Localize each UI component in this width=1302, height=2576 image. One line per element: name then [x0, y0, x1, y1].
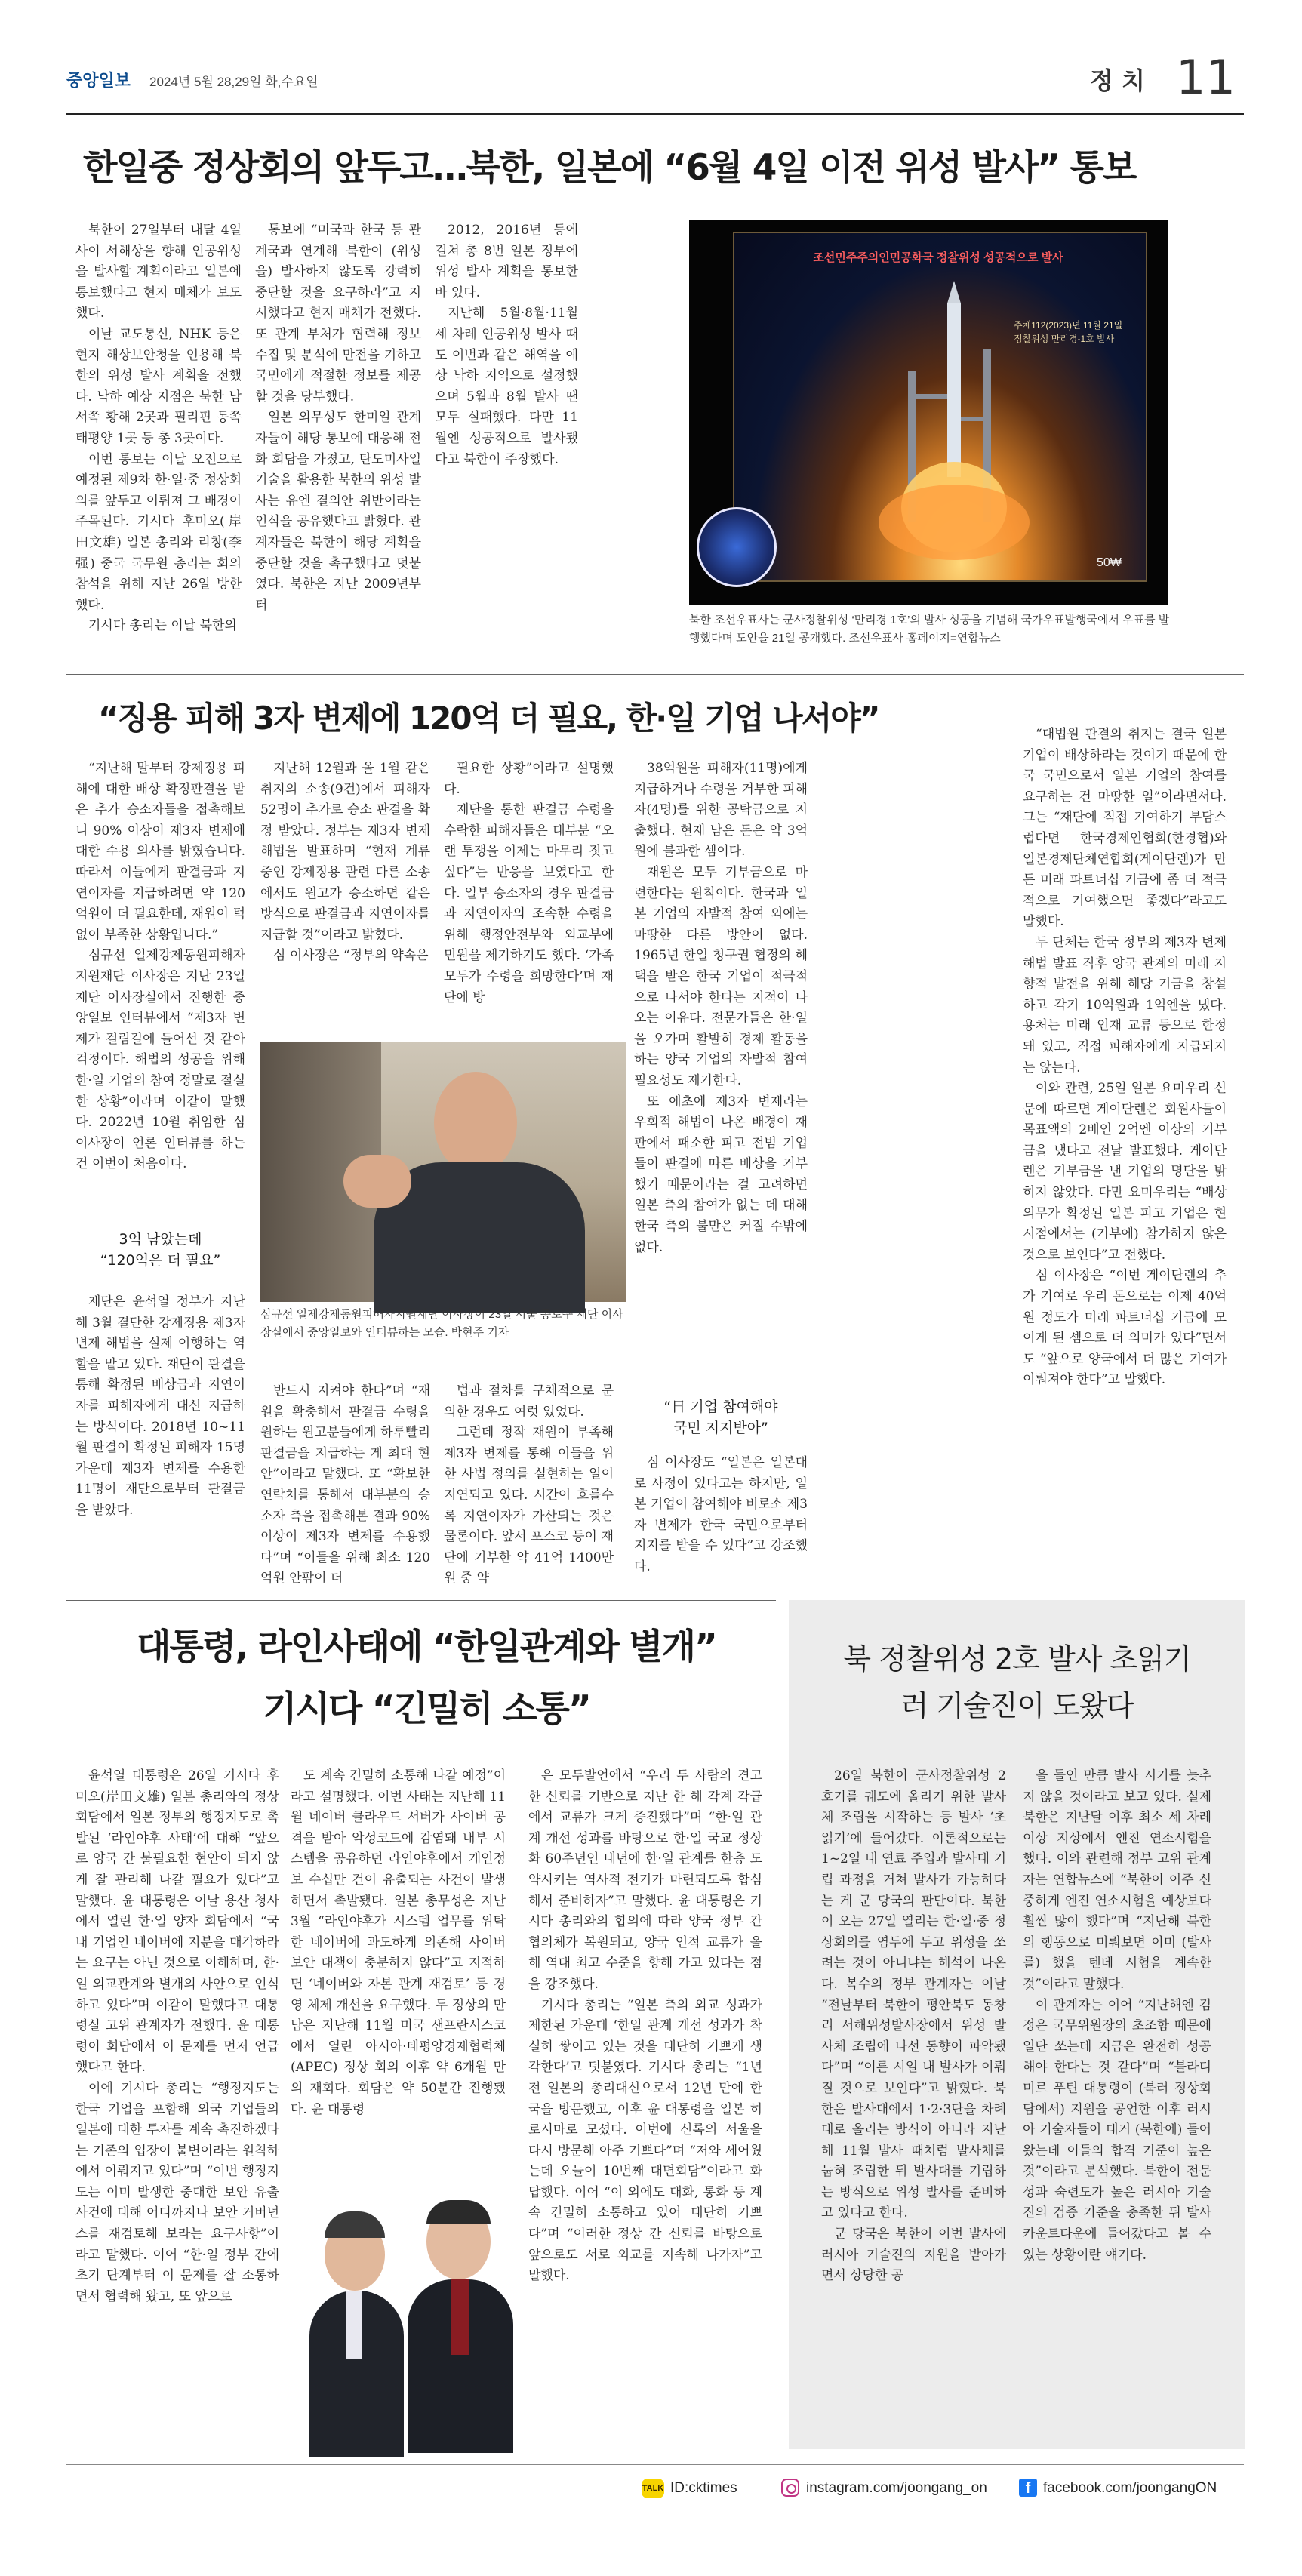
article3-col3: [528, 1766, 762, 2445]
paragraph: 통보에 “미국과 한국 등 관계국과 연계해 북한이 (위성을) 발사하지 않도록 강력히 중단할 것을 요구하라”고 지시했다고 현지 매체가 전했다. 또 관계 부처가 협력해 정보 수집 및 분석에 만전을 기하고 국민에게 적절한 정보를 제공할 것을 당부했다.: [255, 223, 421, 405]
article2-subhead2: “日 기업 참여해야 국민 지지받아”: [663, 1399, 778, 1436]
paragraph: 이와 관련, 25일 일본 요미우리 신문에 따르면 게이단렌은 회원사들이 목표액의 2배인 2억엔 이상의 기부금을 냈다고 전날 발표했다. 게이단렌은 기부금을 낸 기업의 명단을 밝히지 않았다. 다만 요미우리는 “배상 의무가 확정된 일본 피고 기업은 현시점에서는 (기부에) 참가하지 않은 것으로 보인다”고 전했다.: [1023, 1081, 1227, 1263]
facebook-link[interactable]: facebook.com/joongangON: [1043, 2480, 1217, 2496]
kakao-icon: TALK: [642, 2479, 664, 2498]
paragraph: 이에 기시다 총리는 “행정지도는 한국 기업을 포함해 외국 기업들의 일본에 대한 투자를 계속 촉진하겠다는 기존의 입장이 불변이라는 원칙하에서 이뤄지고 있다”며 “이번 행정지도는 이미 발생한 중대한 보안 유출 사건에 대해 어디까지나 보안 거버넌스를 재검토해 보라는 요구사항”이라고 말했다. 이어 “한·일 정부 간에 초기 단계부터 이 문제를 잘 소통하면서 협력해 왔고, 또 앞으로: [75, 2080, 279, 2304]
paragraph: 윤석열 대통령은 26일 기시다 후미오(岸田文雄) 일본 총리와의 정상회담에서 일본 정부의 행정지도로 촉발된 ‘라인야후 사태’에 대해 “앞으로 양국 간 불필요한 현안이 되지 않게 잘 관리해 나갈 필요가 있다”고 말했다. 윤 대통령은 이날 용산 청사에서 열린 한·일 양자 회담에서 “국내 기업인 네이버에 지분을 매각하라는 요구는 아닌 것으로 이해하며, 한·일 외교관계와 별개의 사안으로 인식하고 있다”며 이같이 말했다고 대통령실 고위 관계자가 전했다. 윤 대통령이 회담에서 이 문제를 먼저 언급했다고 한다.: [75, 1768, 279, 2076]
stamp-logo-icon: [697, 507, 777, 587]
paragraph: 이번 통보는 이날 오전으로 예정된 제9차 한·일·중 정상회의를 앞두고 이뤄져 그 배경이 주목된다. 기시다 후미오(岸田文雄) 일본 총리와 리창(李强) 중국 국무원 총리는 회의 참석을 위해 지난 26일 방한했다.: [75, 451, 242, 613]
paragraph: 군 당국은 북한이 이번 발사에 러시아 기술진의 지원을 받아가면서 상당한 공: [821, 2227, 1006, 2284]
paragraph: 이 관계자는 이어 “지난해엔 김정은 국무위원장의 초조함 때문에 일단 쏘는데 지금은 완전히 성공해야 한다는 것 같다”며 “블라디미르 푸틴 대통령이 (북러 정상회담에서) 지원을 공언한 이후 러시아 기술자들이 대거 (북한에) 들어왔는데 이들의 합격 기준이 높은 것”이라고 분석했다. 북한이 전문성과 숙련도가 높은 러시아 기술진의 검증 기준을 충족한 뒤 발사 카운트다운에 들어갔다고 볼 수 있는 상황이란 얘기다.: [1023, 1997, 1211, 2263]
article1-col1: [75, 220, 242, 639]
interview-photo-caption: 심규선 일제강제동원피해자지원재단 이사장이 23일 서울 종로구 재단 이사장실에서 중앙일보와 인터뷰하는 모습. 박현주 기자: [260, 1308, 623, 1339]
article2-col4b: [634, 1453, 808, 1577]
paper-name: 중앙일보: [66, 71, 131, 90]
paragraph: 반드시 지켜야 한다”며 “재원을 확충해서 판결금 수령을 원하는 원고분들에게 하루빨리 판결금을 지급하는 게 최대 현안”이라고 말했다. 또 “확보한 연락처를 통해서 대부분의 승소자 측을 접촉해본 결과 90% 이상이 제3자 변제를 수용했다”며 “이들을 위해 최소 120억원 안팎이 더: [260, 1383, 430, 1587]
section-rule: [66, 674, 1244, 675]
rocket-icon: [878, 281, 1029, 575]
stamp-value: 50₩: [1097, 556, 1122, 569]
section-rule: [66, 1600, 776, 1601]
stamp-side-text: 주체112(2023)년 11월 21일 정찰위성 만리경-1호 발사: [1014, 320, 1123, 344]
kakao-id[interactable]: ID:cktimes: [670, 2480, 737, 2496]
paragraph: 재단은 윤석열 정부가 지난해 3월 결단한 강제징용 제3자 변제 해법을 실제 이행하는 역할을 맡고 있다. 재단이 판결을 통해 확정된 배상금과 지연이자를 피해자에게 대신 지급하는 방식이다. 2018년 10~11월 판결이 확정된 피해자 15명 가운데 제3자 변제를 수용한 11명이 재단으로부터 판결금을 받았다.: [75, 1294, 245, 1518]
article1-col3: [435, 220, 578, 639]
article2-col2: [260, 759, 430, 1030]
footer-rule: [66, 2464, 1244, 2465]
article2-subhead1: 3억 남았는데 “120억은 더 필요”: [100, 1231, 221, 1269]
article3-headline-1: 대통령, 라인사태에 “한일관계와 별개”: [137, 1627, 716, 1668]
paragraph: 법과 절차를 구체적으로 문의한 경우도 여럿 있었다.: [444, 1383, 614, 1420]
paragraph: 기시다 총리는 “일본 측의 외교 성과가 제한된 가운데 ‘한일 관계 개선 성과가 착실히 쌓이고 있는 것을 대단히 기쁘게 생각한다’고 덧붙였다. 기시다 총리는 “1년 전 일본의 총리대신으로서 12년 만에 한국을 방문했고, 이후 윤 대통령을 일본 히로시마로 모셨다. 이번에 신록의 서울을 다시 방문해 아주 기쁘다”며 “저와 세어웠는데 오늘이 10번째 대면회담”이라고 화답했다. 이어 “이 외에도 대화, 통화 등 계속 긴밀히 소통하고 있어 대단히 기쁘다”며 “이러한 정상 간 신뢰를 바탕으로 앞으로도 서로 외교를 지속해 나가자”고 말했다.: [528, 1997, 762, 2284]
paragraph: 심 이사장도 “일본은 일본대로 사정이 있다고는 하지만, 일본 기업이 참여해야 비로소 제3자 변제가 한국 국민으로부터 지지를 받을 수 있다”고 강조했다.: [634, 1455, 808, 1574]
article2-bottom-right: [444, 1381, 614, 1587]
leaders-photo: [313, 2189, 513, 2445]
paragraph: “지난해 말부터 강제징용 피해에 대한 배상 확정판결을 받은 추가 승소자들을 접촉해보니 90% 이상이 제3자 변제에 대한 수용 의사를 밝혔습니다. 따라서 이들에게 판결금과 지연이자를 지급하려면 약 120억원이 더 필요한데, 재원이 턱없이 부족한 상황입니다.”: [75, 761, 245, 943]
paragraph: 도 계속 긴밀히 소통해 나갈 예정”이라고 설명했다. 이번 사태는 지난해 11월 네이버 클라우드 서버가 사이버 공격을 받아 악성코드에 감염돼 내부 시스템을 공유하던 라인야후에서 개인정보 수십만 건이 유출되는 사건이 발생하면서 촉발됐다. 일본 총무성은 지난 3월 “라인야후가 시스템 업무를 위탁한 네이버에 과도하게 의존해 사이버 보안 대책이 충분하지 않다”고 지적하면 ‘네이버와 자본 관계 재검토’ 등 경영 체제 개선을 요구했다. 두 정상의 만남은 지난해 11월 미국 샌프란시스코에서 열린 아시아·태평양경제협력체(APEC) 정상 회의 이후 약 6개월 만의 재회다. 회담은 약 50분간 진행됐다. 윤 대통령: [291, 1768, 506, 2117]
instagram-link[interactable]: instagram.com/joongang_on: [806, 2480, 987, 2496]
paragraph: 26일 북한이 군사정찰위성 2호기를 궤도에 올리기 위한 발사체 조립을 시작하는 등 발사 ‘초읽기’에 들어갔다. 이론적으로는 1~2일 내 연료 주입과 발사대 기립 과정을 거쳐 발사가 가능하다는 게 군 당국의 판단이다. 북한이 오는 27일 열리는 한·일·중 정상회의를 염두에 두고 위성을 쏘려는 것이 아니냐는 해석이 나온다. 복수의 정부 관계자는 이날 “전날부터 북한이 평안북도 동창리 서해위성발사장에서 위성 발사체 조립에 나선 동향이 파악됐다”며 “이른 시일 내 발사가 이뤄질 것으로 보인다”고 밝혔다. 북한은 발사대에서 1·2·3단을 차례대로 올리는 방식이 아니라 지난해 11월 발사 때처럼 발사체를 눕혀 조립한 뒤 발사대를 기립하는 방식으로 위성 발사를 준비하고 있다고 한다.: [821, 1768, 1006, 2221]
article2-col4: [634, 759, 808, 1385]
paragraph: 일본 외무성도 한미일 관계자들이 해당 통보에 대응해 전화 회담을 가졌고, 탄도미사일 기술을 활용한 북한의 위성 발사는 유엔 결의안 위반이라는 인식을 공유했다고 밝혔다. 관계자들은 북한이 해당 계획을 중단할 것을 촉구했다고 덧붙였다. 북한은 지난 2009년부터: [255, 410, 421, 613]
person-head: [434, 1072, 517, 1174]
paragraph: 지난해 12월과 올 1월 같은 취지의 소송(9건)에서 피해자 52명이 추가로 승소 판결을 확정 받았다. 정부는 제3자 변제 해법을 발표하며 “현재 계류 중인 강제징용 관련 다른 소송에서도 원고가 승소하면 같은 방식으로 판결금과 지연이자를 지급할 것”이라고 밝혔다.: [260, 761, 430, 943]
instagram-icon: [781, 2479, 799, 2497]
article4-col2: [1023, 1766, 1211, 2438]
footer-social-bar: [642, 2476, 1245, 2506]
issue-date: 2024년 5월 28,29일 화,수요일: [149, 75, 319, 89]
paragraph: 심 이사장은 “이번 게이단렌의 추가 기여로 우리 돈으로는 이제 40억원 정도가 미래 파트너십 기금에 모이게 된 셈으로 더 의미가 있다”면서도 “앞으로 양국에서 더 많은 기여가 이뤄져야 한다”고 말했다.: [1023, 1268, 1227, 1388]
article4-col1: [821, 1766, 1006, 2438]
paragraph: 38억원을 피해자(11명)에게 지급하거나 수령을 거부한 피해자(4명)를 위한 공탁금으로 지출했다. 현재 남은 돈은 약 3억원에 불과한 셈이다.: [634, 761, 808, 860]
paragraph: 은 모두발언에서 “우리 두 사람의 견고한 신뢰를 기반으로 지난 한 해 각계 각급에서 교류가 크게 증진됐다”며 “한·일 관계 개선 성과를 바탕으로 한·일 국교 정상화 60주년인 내년에 한·일 관계를 한층 도약시키는 역사적 전기가 마련되도록 합심해서 준비하자”고 말했다. 윤 대통령은 기시다 총리와의 합의에 따라 양국 정부 간 협의체가 복원되고, 양국 인적 교류가 올해 역대 최고 수준을 향해 가고 있다는 점을 강조했다.: [528, 1768, 762, 1992]
article4-headline-1: 북 정찰위성 2호 발사 초읽기: [843, 1642, 1191, 1676]
article2-col1: [75, 759, 245, 1226]
article1-col2: [255, 220, 421, 639]
paragraph: 그런데 정작 재원이 부족해 제3자 변제를 통해 이들을 위한 사법 정의를 실현하는 일이 지연되고 있다. 시간이 흐를수록 지연이자가 가산되는 것은 물론이다. 앞서 포스코 등이 재단에 기부한 약 41억 1400만원 중 약: [444, 1425, 614, 1587]
article2-col5: [1023, 725, 1227, 1577]
paragraph: 재원은 모두 기부금으로 마련한다는 원칙이다. 한국과 일본 기업의 자발적 참여 외에는 마땅한 다른 방안이 없다. 1965년 한일 청구권 협정의 혜택을 받은 한국 기업이 적극적으로 나서야 한다는 지적이 나오는 이유다. 전문가들은 한·일을 오가며 활발히 경제 활동을 하는 양국 기업의 자발적 참여 필요성도 제기한다.: [634, 864, 808, 1088]
page-number: 11: [1176, 50, 1236, 105]
article1-photo-caption: 북한 조선우표사는 군사정찰위성 ‘만리경 1호’의 발사 성공을 기념해 국가우표발행국에서 우표를 발행했다며 도안을 21일 공개했다. 조선우표사 홈페이지=연합뉴스: [689, 614, 1170, 645]
article2-headline: “징용 피해 3자 변제에 120억 더 필요, 한·일 기업 나서야”: [98, 700, 879, 737]
stamp-title: 조선민주주의인민공화국 정찰위성 성공적으로 발사: [813, 251, 1063, 264]
paragraph: 기시다 총리는 이날 북한의: [88, 618, 237, 634]
paragraph: 이날 교도통신, NHK 등은 현지 해상보안청을 인용해 북한의 위성 발사 계획을 전했다. 낙하 예상 지점은 북한 남서쪽 황해 2곳과 필리핀 동쪽 태평양 1곳 등 총 3곳이다.: [75, 326, 242, 446]
article2-bottom-left: [260, 1381, 430, 1587]
paragraph: 심 이사장은 “정부의 약속은: [273, 948, 429, 964]
person-hand: [343, 1155, 411, 1208]
article3-headline-2: 기시다 “긴밀히 소통”: [263, 1688, 590, 1730]
paragraph: 재단을 통한 판결금 수령을 수락한 피해자들은 대부분 “오랜 투쟁을 이제는 마무리 짓고 싶다”는 반응을 보였다고 한다. 일부 승소자의 경우 판결금과 지연이자의 조속한 수령을 위해 행정안전부와 외교부에 민원을 제기하기도 했다. ‘가족 모두가 수령을 희망한다’며 재단에 방: [444, 802, 614, 1005]
article3-col1: [75, 1766, 279, 2445]
paragraph: 북한이 27일부터 내달 4일 사이 서해상을 향해 인공위성을 발사할 계획이라고 일본에 통보했다고 현지 매체가 보도했다.: [75, 223, 242, 322]
facebook-icon: f: [1019, 2479, 1037, 2497]
paragraph: 2012, 2016년 등에 걸쳐 총 8번 일본 정부에 위성 발사 계획을 통보한 바 있다.: [435, 223, 578, 300]
section-name: 정 치: [1090, 66, 1145, 95]
paragraph: 필요한 상황”이라고 설명했다.: [444, 761, 614, 797]
leaders-photo-label: [313, 2189, 314, 2190]
article2-col1b: [75, 1292, 245, 1575]
masthead-rule: [66, 113, 1244, 115]
satellite-stamp-photo: [689, 220, 1168, 605]
paragraph: 또 애초에 제3자 변제라는 우회적 해법이 나온 배경이 재판에서 패소한 피고 전범 기업들이 판결에 따른 배상을 거부했기 때문이라는 걸 고려하면 일본 측의 참여가 없는 데 대해 한국 측의 불만은 커질 수밖에 없다.: [634, 1094, 808, 1255]
paragraph: 두 단체는 한국 정부의 제3자 변제 해법 발표 직후 양국 관계의 미래 지향적 발전을 위해 해당 기금을 창설하고 각기 10억원과 1억엔을 냈다. 용처는 미래 인재 교류 등으로 한정돼 있고, 직접 피해자에게 지급되지는 않는다.: [1023, 934, 1227, 1076]
article3-col2: [291, 1766, 506, 2185]
interview-photo: [260, 1042, 626, 1302]
article4-headline-2: 러 기술진이 도왔다: [900, 1689, 1134, 1722]
paragraph: “대법원 판결의 취지는 결국 일본 기업이 배상하라는 것이기 때문에 한국 국민으로서 일본 기업의 참여를 요구하는 건 마땅한 일”이라면서다. 그는 “재단에 직접 기여하기 부담스럽다면 한국경제인협회(한경협)와 일본경제단체연합회(게이단렌)가 만든 미래 파트너십 기금에 좀 더 적극적으로 기여했으면 좋겠다”라고도 말했다.: [1023, 727, 1227, 930]
paragraph: 을 들인 만큼 발사 시기를 늦추지 않을 것이라고 보고 있다. 실제 북한은 지난달 이후 최소 세 차례 이상 지상에서 엔진 연소시험을 했다. 이와 관련해 정부 고위 관계자는 연합뉴스에 “북한이 이주 신중하게 엔진 연소시험을 예상보다 훨씬 많이 했다”며 “지난해 북한의 행동으로 미뤄보면 이미 (발사를) 했을 텐데 시험을 계속한 것”이라고 말했다.: [1023, 1768, 1211, 1992]
paragraph: 지난해 5월·8월·11월 세 차례 인공위성 발사 때도 이번과 같은 해역을 예상 낙하 지역으로 설정했으며 5월과 8월 발사 땐 모두 실패했다. 다만 11월엔 성공적으로 발사됐다고 북한이 주장했다.: [435, 306, 578, 467]
masthead: [66, 50, 1244, 107]
article1-headline: 한일중 정상회의 앞두고…북한, 일본에 “6월 4일 이전 위성 발사” 통보: [83, 147, 1136, 189]
article2-col3: [444, 759, 614, 1030]
paragraph: 심규선 일제강제동원피해자지원재단 이사장은 지난 23일 재단 이사장실에서 진행한 중앙일보 인터뷰에서 “제3자 변제가 걸림길에 들어선 것 같아 걱정이다. 해법의 성공을 위해 한·일 기업의 참여 정말로 절실한 상황”이라며 이같이 말했다. 2022년 10월 취임한 심 이사장이 언론 인터뷰를 하는 건 이번이 처음이다.: [75, 948, 245, 1172]
